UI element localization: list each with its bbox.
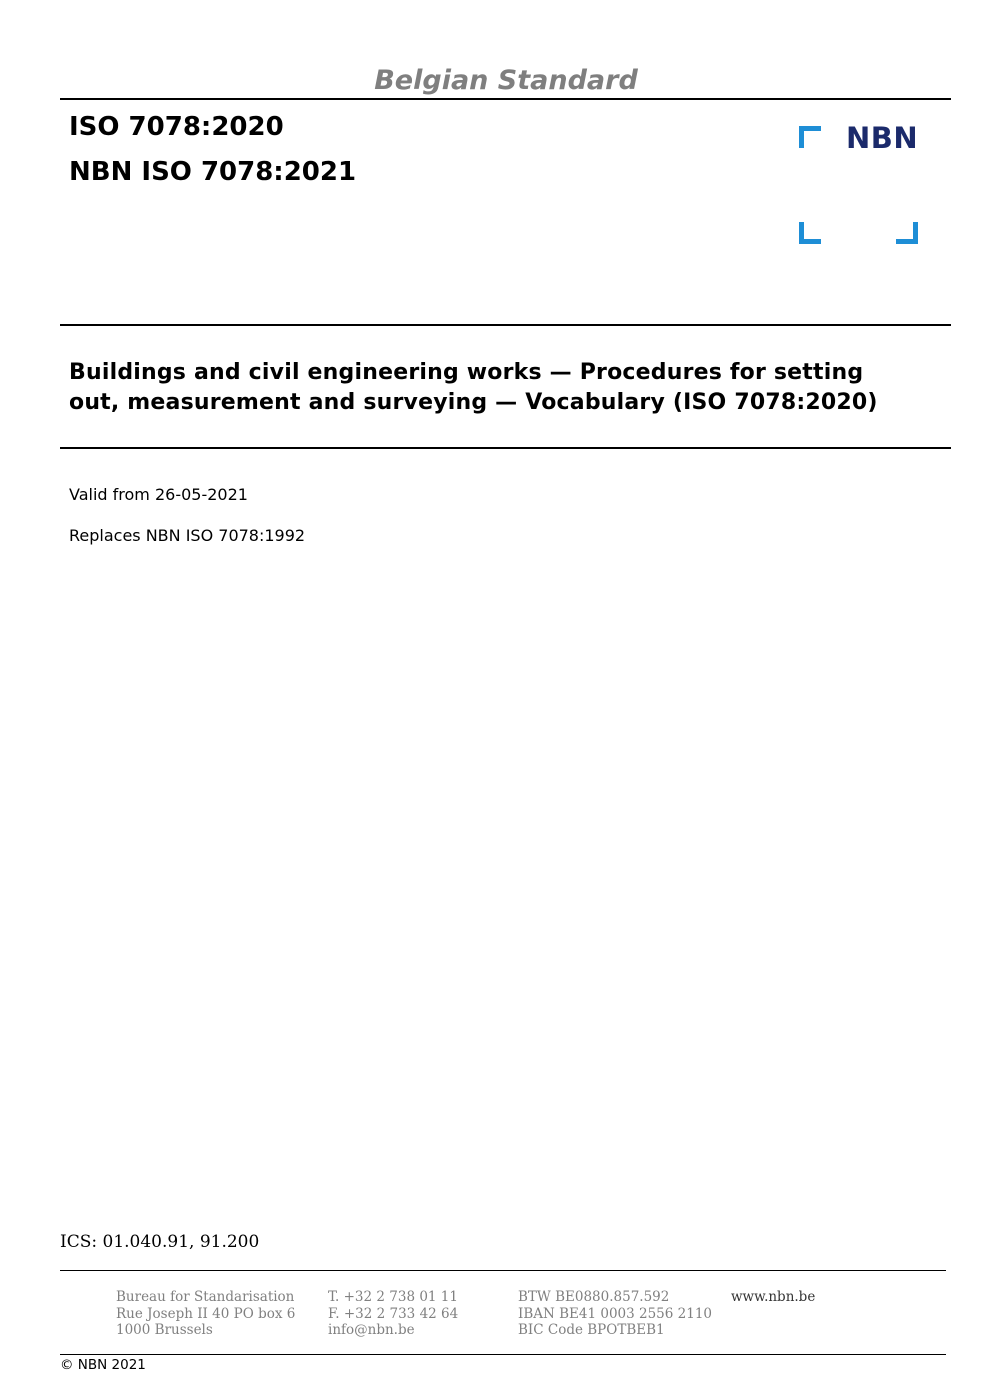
footer-address-line: Rue Joseph II 40 PO box 6 <box>116 1305 296 1322</box>
document-title <box>69 358 949 418</box>
footer-bottom-rule <box>60 1354 946 1355</box>
footer-website-link[interactable]: www.nbn.be <box>731 1289 816 1305</box>
iso-standard-number: ISO 7078:2020 <box>69 112 284 142</box>
footer-iban: IBAN BE41 0003 2556 2110 <box>518 1305 713 1322</box>
document-title-line-2: out, measurement and surveying — Vocabulary (ISO 7078:2020) <box>69 390 878 415</box>
header-rule <box>60 98 951 100</box>
nbn-logo <box>797 121 919 246</box>
footer-fax: F. +32 2 733 42 64 <box>328 1305 459 1322</box>
footer-address <box>116 1289 295 1339</box>
title-bottom-rule <box>60 447 951 449</box>
footer-bic: BIC Code BPOTBEB1 <box>518 1322 665 1338</box>
title-top-rule <box>60 324 951 326</box>
footer-address-line: 1000 Brussels <box>116 1322 213 1338</box>
copyright: © NBN 2021 <box>60 1357 146 1373</box>
valid-from: Valid from 26-05-2021 <box>69 485 248 504</box>
footer-address-line: Bureau for Standarisation <box>116 1289 295 1305</box>
nbn-standard-number: NBN ISO 7078:2021 <box>69 157 357 187</box>
footer-top-rule <box>60 1270 946 1271</box>
footer-bank <box>518 1289 712 1339</box>
header-label: Belgian Standard <box>374 65 638 96</box>
logo-corner-top-left <box>799 126 821 148</box>
logo-text: NBN <box>846 121 919 155</box>
footer-contact <box>328 1289 458 1339</box>
logo-corner-bottom-left <box>799 222 821 244</box>
document-title-line-1: Buildings and civil engineering works — Procedures for setting <box>69 360 864 385</box>
footer-vat: BTW BE0880.857.592 <box>518 1289 670 1305</box>
footer-phone: T. +32 2 738 01 11 <box>328 1289 458 1305</box>
footer-email[interactable]: info@nbn.be <box>328 1322 415 1338</box>
replaces: Replaces NBN ISO 7078:1992 <box>69 526 306 545</box>
logo-corner-bottom-right <box>896 222 918 244</box>
ics-codes: ICS: 01.040.91, 91.200 <box>60 1232 260 1252</box>
footer-web <box>731 1289 815 1306</box>
